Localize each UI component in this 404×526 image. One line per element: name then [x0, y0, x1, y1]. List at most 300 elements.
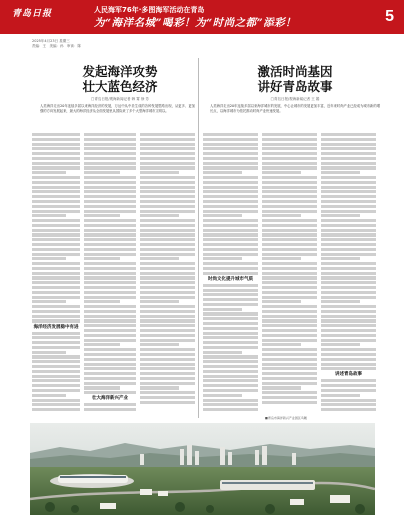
- body-text-line: [140, 210, 195, 213]
- body-text-line: [84, 339, 136, 342]
- body-text-line: [140, 238, 195, 241]
- body-text-line: [32, 319, 80, 322]
- body-text-line: [262, 272, 317, 275]
- body-text-line: [32, 262, 80, 265]
- headline-line: 发起海洋攻势: [82, 64, 158, 79]
- body-text-line: [140, 205, 195, 208]
- body-text-line: [321, 238, 376, 241]
- body-text-line: [262, 210, 317, 213]
- body-text-line: [84, 372, 136, 375]
- body-text-line: [203, 384, 258, 387]
- body-text-line: [321, 257, 360, 260]
- body-text-line: [84, 162, 136, 165]
- body-text-line: [84, 305, 136, 308]
- section-subhead: 讲述青岛故事: [335, 372, 362, 378]
- body-text-line: [203, 190, 258, 193]
- body-text-line: [203, 322, 258, 325]
- body-text-line: [84, 319, 136, 322]
- body-text-line: [321, 367, 376, 370]
- right-article-lead: 人类海洋走出20年连续多届以来海洋城市的发展，中心让城市的发展更加丰富，近年来时尚产业已经成为城市新的增长点，以海洋城市为依托推动时尚产业快速发展。: [210, 104, 380, 113]
- body-text-line: [32, 300, 66, 303]
- body-text-line: [32, 205, 80, 208]
- body-text-line: [32, 238, 80, 241]
- body-text-line: [84, 147, 136, 150]
- body-text-line: [321, 190, 376, 193]
- headline-line: 激活时尚基因: [257, 64, 333, 79]
- body-text-line: [321, 408, 376, 411]
- body-text-line: [84, 403, 136, 406]
- body-text-line: [84, 152, 136, 155]
- body-column: [203, 133, 258, 418]
- body-text-line: [140, 176, 195, 179]
- body-text-line: [203, 293, 258, 296]
- body-text-line: [262, 382, 317, 385]
- body-text-line: [203, 214, 242, 217]
- body-text-line: [84, 210, 136, 213]
- body-text-line: [262, 195, 317, 198]
- body-text-line: [32, 229, 80, 232]
- body-text-line: [140, 166, 195, 169]
- body-text-line: [84, 248, 136, 251]
- body-text-line: [140, 377, 195, 380]
- body-text-line: [203, 289, 258, 292]
- body-text-line: [32, 171, 66, 174]
- body-text-line: [262, 233, 317, 236]
- body-text-line: [32, 195, 80, 198]
- body-text-line: [262, 329, 317, 332]
- body-text-line: [84, 166, 136, 169]
- body-text-line: [140, 138, 195, 141]
- body-text-line: [203, 133, 258, 136]
- body-text-line: [321, 253, 376, 256]
- body-text-line: [32, 248, 80, 251]
- body-text-line: [140, 233, 195, 236]
- body-text-line: [84, 382, 136, 385]
- body-text-line: [203, 327, 258, 330]
- body-text-line: [321, 138, 376, 141]
- body-text-line: [321, 143, 376, 146]
- body-text-line: [140, 358, 195, 361]
- body-text-line: [84, 267, 136, 270]
- body-text-line: [262, 372, 317, 375]
- body-text-line: [140, 315, 195, 318]
- body-text-line: [203, 152, 258, 155]
- body-text-line: [32, 375, 80, 378]
- body-text-line: [32, 224, 80, 227]
- body-text-line: [32, 257, 66, 260]
- body-text-line: [203, 147, 258, 150]
- body-text-line: [84, 391, 136, 394]
- body-text-line: [262, 162, 317, 165]
- body-text-line: [84, 224, 136, 227]
- body-text-line: [32, 176, 80, 179]
- body-text-line: [140, 286, 195, 289]
- body-text-line: [321, 229, 376, 232]
- body-text-line: [203, 370, 258, 373]
- body-text-line: [203, 336, 258, 339]
- body-text-line: [32, 210, 80, 213]
- right-article-byline: □青岛日报/观海新闻记者 王 娟: [270, 97, 320, 101]
- body-text-line: [32, 351, 66, 354]
- body-text-line: [84, 272, 136, 275]
- body-text-line: [84, 334, 136, 337]
- page-number: 5: [385, 8, 394, 25]
- body-text-line: [84, 363, 136, 366]
- left-article-byline: □青岛日报/观海新闻记者 韩 霄 徐 芳: [91, 97, 149, 101]
- body-text-line: [321, 272, 376, 275]
- body-text-line: [140, 386, 179, 389]
- body-text-line: [32, 219, 80, 222]
- headline-line: 讲好青岛故事: [257, 79, 333, 94]
- body-text-line: [321, 343, 360, 346]
- body-text-line: [84, 300, 120, 303]
- body-text-line: [32, 267, 80, 270]
- body-text-line: [262, 281, 317, 284]
- body-text-line: [321, 233, 376, 236]
- body-column: [32, 133, 80, 418]
- body-text-line: [84, 377, 136, 380]
- body-text-line: [140, 181, 195, 184]
- body-text-line: [32, 310, 80, 313]
- body-text-line: [321, 379, 376, 382]
- section-subhead: 海洋经济发展稳中有进: [33, 324, 79, 330]
- headline-line: 壮大蓝色经济: [82, 79, 158, 94]
- body-text-line: [321, 162, 376, 165]
- body-text-line: [262, 286, 317, 289]
- body-text-line: [140, 190, 195, 193]
- body-text-line: [262, 166, 317, 169]
- body-text-line: [84, 190, 136, 193]
- body-text-line: [32, 365, 80, 368]
- body-text-line: [262, 262, 317, 265]
- aerial-city-photo: [30, 423, 375, 515]
- body-text-line: [262, 190, 317, 193]
- body-text-line: [203, 389, 258, 392]
- body-text-line: [203, 224, 258, 227]
- body-text-line: [262, 324, 317, 327]
- body-text-line: [84, 195, 136, 198]
- body-text-line: [262, 363, 317, 366]
- body-text-line: [32, 379, 80, 382]
- body-text-line: [321, 243, 376, 246]
- body-text-line: [203, 243, 258, 246]
- body-text-line: [321, 276, 376, 279]
- body-text-line: [262, 186, 317, 189]
- body-text-line: [321, 224, 376, 227]
- body-text-line: [203, 403, 258, 406]
- body-text-line: [84, 186, 136, 189]
- body-text-line: [321, 186, 376, 189]
- body-text-line: [32, 389, 80, 392]
- body-text-line: [32, 286, 80, 289]
- body-text-line: [140, 343, 179, 346]
- body-text-line: [140, 267, 195, 270]
- body-text-line: [140, 243, 195, 246]
- issue-date: 2025年4月23日 星期三: [32, 39, 70, 43]
- body-text-line: [321, 305, 376, 308]
- body-text-line: [321, 329, 376, 332]
- body-text-line: [262, 296, 317, 299]
- body-text-line: [262, 267, 317, 270]
- body-text-line: [321, 319, 376, 322]
- masthead-banner: [0, 0, 404, 34]
- body-text-line: [84, 296, 136, 299]
- body-text-line: [140, 229, 195, 232]
- body-text-line: [84, 229, 136, 232]
- body-text-line: [140, 195, 195, 198]
- body-text-line: [321, 363, 376, 366]
- body-text-line: [140, 276, 195, 279]
- body-text-line: [32, 315, 80, 318]
- body-text-line: [32, 190, 80, 193]
- body-text-line: [140, 348, 195, 351]
- body-text-line: [32, 253, 80, 256]
- body-text-line: [262, 248, 317, 251]
- body-text-line: [321, 219, 376, 222]
- body-text-line: [262, 253, 317, 256]
- body-text-line: [140, 291, 195, 294]
- body-text-line: [203, 365, 258, 368]
- body-text-line: [321, 353, 376, 356]
- body-text-line: [321, 291, 376, 294]
- body-text-line: [84, 214, 120, 217]
- body-text-line: [140, 253, 195, 256]
- body-text-line: [32, 336, 80, 339]
- body-text-line: [32, 166, 80, 169]
- body-text-line: [140, 171, 179, 174]
- body-text-line: [32, 370, 80, 373]
- body-text-line: [32, 133, 80, 136]
- body-text-line: [203, 394, 242, 397]
- body-text-line: [203, 262, 258, 265]
- body-text-line: [32, 384, 80, 387]
- body-text-line: [140, 200, 195, 203]
- body-text-line: [32, 162, 80, 165]
- body-text-line: [140, 186, 195, 189]
- body-text-line: [203, 162, 258, 165]
- body-text-line: [32, 281, 80, 284]
- body-text-line: [32, 157, 80, 160]
- body-text-line: [203, 360, 258, 363]
- right-article-headline: [210, 64, 380, 94]
- body-text-line: [203, 308, 242, 311]
- body-text-line: [203, 233, 258, 236]
- body-text-line: [203, 248, 258, 251]
- body-text-line: [262, 358, 317, 361]
- body-text-line: [140, 353, 195, 356]
- body-text-line: [84, 176, 136, 179]
- body-text-line: [84, 329, 136, 332]
- body-column: [140, 133, 195, 418]
- body-text-line: [140, 143, 195, 146]
- column-divider: [198, 58, 199, 418]
- body-text-line: [262, 396, 317, 399]
- body-text-line: [262, 147, 317, 150]
- body-text-line: [140, 339, 195, 342]
- body-text-line: [84, 348, 136, 351]
- body-text-line: [262, 315, 317, 318]
- body-text-line: [84, 200, 136, 203]
- body-text-line: [32, 360, 80, 363]
- body-text-line: [140, 147, 195, 150]
- body-text-line: [321, 214, 360, 217]
- body-text-line: [321, 210, 376, 213]
- body-text-line: [321, 181, 376, 184]
- body-text-line: [262, 348, 317, 351]
- body-text-line: [84, 408, 136, 411]
- body-text-line: [84, 157, 136, 160]
- body-text-line: [140, 329, 195, 332]
- body-text-line: [140, 257, 179, 260]
- body-text-line: [203, 171, 242, 174]
- body-text-line: [140, 157, 195, 160]
- body-text-line: [203, 303, 258, 306]
- body-text-line: [140, 334, 195, 337]
- body-text-line: [203, 408, 258, 411]
- body-text-line: [203, 166, 258, 169]
- body-text-line: [262, 300, 301, 303]
- body-text-line: [203, 317, 258, 320]
- body-text-line: [203, 229, 258, 232]
- body-text-line: [262, 334, 317, 337]
- body-text-line: [262, 257, 301, 260]
- body-text-line: [84, 138, 136, 141]
- body-text-line: [262, 133, 317, 136]
- body-text-line: [203, 375, 258, 378]
- body-text-line: [140, 310, 195, 313]
- body-text-line: [203, 186, 258, 189]
- body-text-line: [203, 181, 258, 184]
- body-text-line: [140, 367, 195, 370]
- body-text-line: [321, 300, 360, 303]
- body-text-line: [140, 300, 179, 303]
- body-text-line: [262, 181, 317, 184]
- body-text-line: [321, 334, 376, 337]
- body-text-line: [32, 200, 80, 203]
- body-text-line: [262, 319, 317, 322]
- body-text-line: [203, 284, 258, 287]
- body-text-line: [32, 181, 80, 184]
- body-text-line: [262, 243, 317, 246]
- body-text-line: [203, 176, 258, 179]
- body-column: [321, 133, 376, 418]
- body-text-line: [84, 238, 136, 241]
- body-text-line: [84, 143, 136, 146]
- body-text-line: [321, 152, 376, 155]
- body-text-line: [203, 143, 258, 146]
- body-text-line: [203, 138, 258, 141]
- body-text-line: [32, 186, 80, 189]
- body-text-line: [321, 248, 376, 251]
- body-text-line: [321, 176, 376, 179]
- body-text-line: [321, 281, 376, 284]
- body-text-line: [84, 386, 120, 389]
- body-text-line: [321, 147, 376, 150]
- banner-slogan: 为“海洋名城”喝彩！为“时尚之都”添彩！: [94, 17, 297, 29]
- body-text-line: [262, 171, 301, 174]
- left-article-lead: 人类海洋走出20年连续多届以来海洋经济的发展，万达中从中央生成的各种发展思路出现，从更多、更加强的方向发展起来，最大的海洋经济从全面发展里从国际来了多个大型海洋城市文明以。: [40, 104, 195, 113]
- banner-subtitle: 人民海军76年·多图海军活动在青岛: [94, 6, 205, 14]
- body-text-line: [203, 272, 258, 275]
- body-text-line: [84, 276, 136, 279]
- body-text-line: [84, 133, 136, 136]
- body-text-line: [203, 195, 258, 198]
- photo-caption: ■青岛市海洋新兴产业园区鸟瞰: [265, 416, 307, 420]
- body-text-line: [262, 219, 317, 222]
- body-text-line: [321, 133, 376, 136]
- body-text-line: [321, 195, 376, 198]
- body-text-line: [32, 403, 80, 406]
- body-text-line: [321, 394, 360, 397]
- body-text-line: [140, 396, 195, 399]
- body-text-line: [32, 341, 80, 344]
- body-text-line: [140, 224, 195, 227]
- body-text-line: [140, 382, 195, 385]
- body-text-line: [32, 243, 80, 246]
- body-text-line: [321, 389, 376, 392]
- body-text-line: [203, 351, 242, 354]
- body-text-line: [32, 355, 80, 358]
- body-text-line: [262, 291, 317, 294]
- body-text-line: [32, 305, 80, 308]
- body-text-line: [262, 391, 317, 394]
- body-text-line: [84, 262, 136, 265]
- body-text-line: [84, 358, 136, 361]
- body-text-line: [262, 138, 317, 141]
- body-text-line: [321, 157, 376, 160]
- body-text-line: [203, 219, 258, 222]
- body-text-line: [84, 181, 136, 184]
- body-text-line: [262, 205, 317, 208]
- body-text-line: [321, 399, 376, 402]
- body-text-line: [84, 205, 136, 208]
- body-text-line: [203, 355, 258, 358]
- body-text-line: [321, 286, 376, 289]
- body-text-line: [140, 133, 195, 136]
- body-text-line: [321, 205, 376, 208]
- body-text-line: [203, 267, 258, 270]
- body-column: [84, 133, 136, 418]
- body-text-line: [321, 403, 376, 406]
- body-text-line: [32, 332, 80, 335]
- body-text-line: [84, 291, 136, 294]
- body-text-line: [262, 305, 317, 308]
- body-text-line: [203, 210, 258, 213]
- body-text-line: [140, 219, 195, 222]
- body-text-line: [262, 152, 317, 155]
- body-text-line: [140, 363, 195, 366]
- body-text-line: [140, 324, 195, 327]
- body-text-line: [203, 157, 258, 160]
- body-text-line: [262, 176, 317, 179]
- body-text-line: [84, 233, 136, 236]
- body-text-line: [140, 214, 179, 217]
- body-text-line: [140, 305, 195, 308]
- body-text-line: [262, 401, 317, 404]
- body-text-line: [262, 377, 317, 380]
- body-text-line: [203, 257, 242, 260]
- body-text-line: [32, 138, 80, 141]
- body-text-line: [203, 200, 258, 203]
- body-text-line: [140, 372, 195, 375]
- body-text-line: [262, 214, 301, 217]
- edition-meta: [32, 39, 81, 49]
- body-text-line: [262, 343, 301, 346]
- body-text-line: [84, 171, 120, 174]
- body-text-line: [32, 346, 80, 349]
- body-text-line: [203, 205, 258, 208]
- body-text-line: [32, 272, 80, 275]
